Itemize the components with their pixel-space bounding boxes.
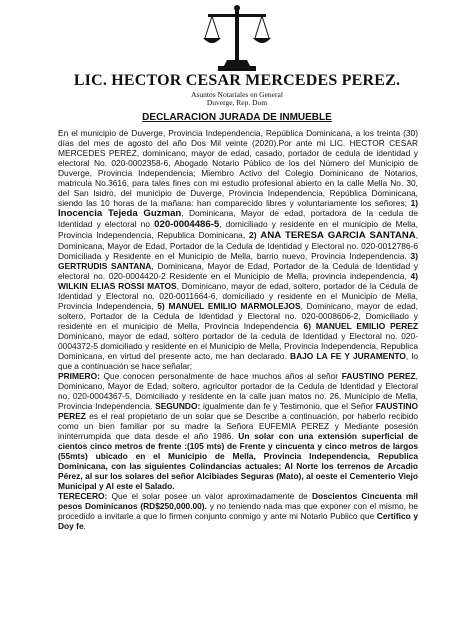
- appearer-1-text: , Dominicana, Mayor de edad, portadora de la cedula de Identidad y electoral no: [58, 208, 418, 229]
- appearer-3-name: GERTRUDIS SANTANA: [58, 261, 152, 271]
- oath-continuation: , lo que a continuación se hace señalar;: [58, 351, 418, 371]
- document-body: [58, 128, 418, 531]
- closing-text: y no teniendo nada mas que exponer con el mismo, he procedido a invitarle a que lo firmen conjunto conmigo y ante mi Notario Publico que: [58, 501, 419, 521]
- paragraph-third: [58, 491, 418, 531]
- second-text: igualmente dan fe y Testimonio, que el Señor: [202, 401, 373, 411]
- paragraph-introduction: [58, 128, 418, 371]
- owner-name: FAUSTINO PEREZ: [341, 371, 416, 381]
- appearer-2-number: 2): [249, 230, 257, 240]
- third-text: Que el solar posee un valor aproximadamente de: [111, 491, 308, 501]
- appearer-3-number: 3): [410, 251, 418, 261]
- scales-of-justice-icon: [200, 4, 274, 74]
- appearer-5-name: MANUEL EMILIO MARMOLEJOS: [168, 301, 301, 311]
- owner-details: , Dominicano, Mayor de Edad, soltero, agricultor portador de la Cedula de Identidad y Electoral no. 020-0004367-5, Domiciliado y residente en la calle juan matos no. 26, Municipio de Mella, Provincia Independencia.: [58, 371, 418, 411]
- document-title: DECLARACION JURADA DE INMUEBLE: [142, 112, 332, 123]
- certification-text: Certifico y Doy fe: [58, 511, 418, 531]
- third-label: TERECERO:: [58, 491, 108, 501]
- second-label: SEGUNDO:: [155, 401, 201, 411]
- appearer-6-number: 6): [303, 321, 311, 331]
- intro-text: En el municipio de Duverge, Provincia Independencia, República Dominicana, a los treinta (30) días del mes de agosto del año Dos Mil veinte (2020).Por ante mi LIC. HECTOR CESAR MERCEDES PEREZ, dominicano, mayor de edad, casado, portador de cedula de identidad y electoral No. 020-0002358-6, Abogado Notario Público de los del Número del Municipio de Duverge, Provincia Independencia; Miembro Activo del Colegio Dominicano de Notarios, matricula No.3616, para tales fines con mi estudio profesional abierto en la calle Mella No. 30, del San Isidro, del municipio de Duverge, Provincia Independencia, República Dominicana, siendo las 10 horas de la mañana: han comparecido libres y voluntariamente los señores;: [58, 128, 418, 208]
- appearer-1-number: 1): [410, 198, 419, 208]
- appearer-5-text: , Dominicano, mayor de edad, soltero, Portador de la Cedula de Identidad y Electoral no. 020-0008606-2, Domiciliado y residente en el municipio de Mella, Provincia Independencia: [58, 301, 418, 331]
- appearer-6-text: Dominicano, mayor de edad, soltero portador de la cedula de Identidad y Electoral no. 020-0004372-5 domiciliado y residente en el Municipio de Mella, Provincia Independencia, Republica Dominicana, en virtud del presente acto, me han declarado.: [58, 331, 418, 361]
- oath-text: BAJO LA FE Y JURAMENTO: [290, 351, 406, 361]
- appearer-1-id: 020-0004486-5: [154, 219, 220, 230]
- appearer-4-name: WILKIN ELIAS ROSSI MATOS: [58, 281, 177, 291]
- appearer-5-number: 5): [157, 301, 165, 311]
- first-text: Que conocen personalmente de hace muchos años al señor: [103, 371, 339, 381]
- appearer-4-text: , Dominicano, mayor de edad, soltero, portador de la Cedula de Identidad y Electoral no. 020-0011664-6, domiciliado y residente en el Municipio de Mella, Provincia Independencia,: [58, 281, 418, 311]
- paragraph-first-second: [58, 371, 418, 491]
- property-value: Doscientos Cincuenta mil pesos Dominicanos (RD$250,000.00).: [58, 491, 419, 511]
- header-subtitle: Asuntos Notariales en General: [191, 90, 283, 99]
- appearer-2-text: , Dominicana, Mayor de Edad, Portador de la Cedula de Identidad y Electoral no. 020-0012786-6 Domiciliada y Residente en el Municipio de Mella, barrio nuevo, Provincia Independencia.: [58, 230, 419, 261]
- appearer-6-name: MANUEL EMILIO PEREZ: [315, 321, 419, 331]
- property-description: Un solar con una extensión superficial de cientos cinco metros de frente :(105 mts) de Frente y cincuenta y cinco metros de largos (55mts) ubicado en el Municipio de Mella, Provincia Independencia, Republica Dominicana, con las siguientes Colindancias actuales; Al Norte los terrenos de Arcadio Pérez, al sur los solares del señor Alcibiades Seguras (Mato), al oeste el Cementerio Viejo Municipal y Al este el Salado.: [58, 431, 418, 491]
- appearer-1-name: Inocencia Tejeda Guzman: [58, 208, 182, 219]
- appearer-3-text: , Dominicana, Mayor de Edad, Portador de la Cedula de Identidad y electoral no. 020-0004420-2 Residente en el Municipio de Mella, provincia independencia,: [58, 261, 419, 281]
- page-title: LIC. HECTOR CESAR MERCEDES PEREZ.: [73, 72, 401, 89]
- appearer-2-name: ANA TERESA GARCIA SANTANA: [260, 230, 416, 241]
- owner-name-2: FAUSTINO PEREZ: [58, 401, 419, 421]
- appearer-4-number: 4): [410, 271, 418, 281]
- closing-period: .: [83, 521, 86, 531]
- header-location: Duverge, Rep. Dom: [206, 98, 268, 107]
- appearer-1-residence: , domiciliado y residente en el municipio de Mella, Provincia Independencia, Republica Dominicana,: [58, 219, 419, 240]
- ownership-text: es el real propietario de un solar que se Describe a continuación, por haberlo recibido como un bien familiar por su madre la Señora EUFEMIA PEREZ y Mediante posesión ininterrumpida que data desde el año 1986.: [58, 411, 419, 441]
- first-label: PRIMERO:: [58, 371, 100, 381]
